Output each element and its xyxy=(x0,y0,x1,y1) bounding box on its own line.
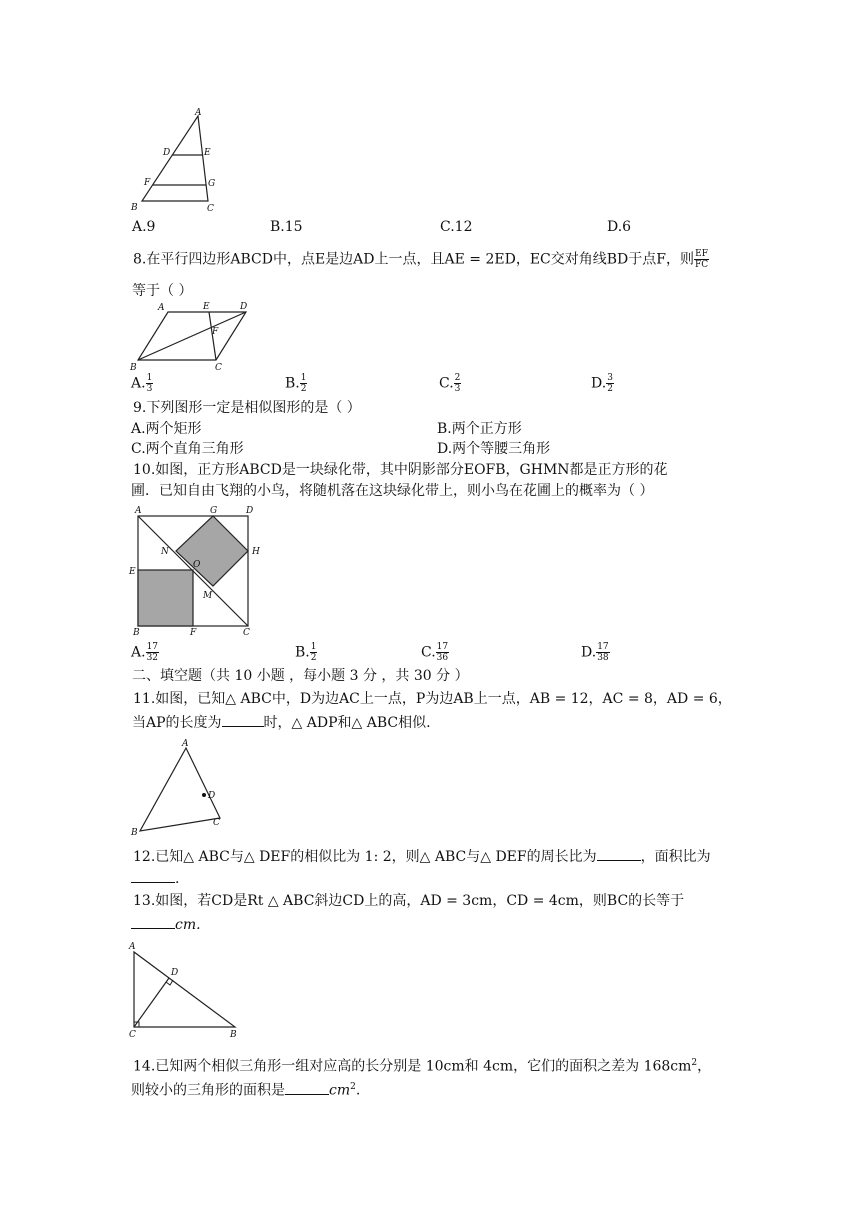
q8-label-d: D xyxy=(240,302,248,312)
q11-line2-before: 当AP的长度为 xyxy=(132,715,222,731)
q10-label-e: E xyxy=(129,567,136,577)
q8-label-f: F xyxy=(212,327,219,337)
q8-option-c-prefix: C. xyxy=(439,375,454,392)
q9-option-c: C.两个直角三角形 xyxy=(131,441,244,457)
q8-stem-line2: 等于（ ） xyxy=(132,283,193,299)
q12-line2-after: . xyxy=(175,871,180,887)
q8-frac-den: FC xyxy=(694,260,709,270)
q10-label-n: N xyxy=(161,547,169,557)
q10-stem-line2: 圃．已知自由飞翔的小鸟，将随机落在这块绿化带上，则小鸟在花圃上的概率为（ ） xyxy=(131,483,654,499)
q9-stem: 9.下列图形一定是相似图形的是（ ） xyxy=(133,400,361,416)
q8-option-b-num: 1 xyxy=(300,373,307,383)
q8-option-a-num: 1 xyxy=(146,373,153,383)
q8-figure xyxy=(128,298,253,374)
q8-option-d-den: 2 xyxy=(607,384,613,394)
q12-line2 xyxy=(131,870,179,888)
q14-line1-sup: 2 xyxy=(691,1058,698,1068)
q8-option-d xyxy=(591,373,614,394)
q10-option-a-num: 17 xyxy=(146,642,159,652)
q10-option-b-num: 1 xyxy=(310,642,317,652)
q13-label-a: A xyxy=(129,942,136,952)
q10-shade-eofb xyxy=(138,570,193,626)
q14-line2-before: 则较小的三角形的面积是 xyxy=(131,1082,285,1099)
q14-line2-after: . xyxy=(355,1082,361,1099)
q10-option-c-den: 36 xyxy=(436,653,449,663)
q13-figure xyxy=(127,940,245,1040)
q8-option-c xyxy=(439,373,461,394)
q7-option-c: C.12 xyxy=(440,219,473,235)
q8-option-a-prefix: A. xyxy=(131,375,146,392)
q11-figure xyxy=(128,736,228,838)
q8-label-e: E xyxy=(203,302,210,312)
q8-option-a-den: 3 xyxy=(146,384,153,394)
q7-option-a: A.9 xyxy=(132,219,156,235)
q13-label-d: D xyxy=(171,968,179,978)
q10-stem-line1: 10.如图，正方形ABCD是一块绿化带，其中阴影部分EOFB，GHMN都是正方形的花 xyxy=(133,462,668,478)
q11-line1: 11.如图，已知△ ABC中，D为边AC上一点，P为边AB上一点，AB = 12，AC = 8，AD = 6， xyxy=(133,691,732,707)
q8-option-b-den: 2 xyxy=(300,384,307,394)
q11-label-b: B xyxy=(131,828,138,838)
q7-label-g: G xyxy=(208,179,216,189)
q10-label-m: M xyxy=(203,591,213,601)
q7-option-d: D.6 xyxy=(607,219,632,235)
q10-option-a-den: 32 xyxy=(146,653,159,663)
q8-stem-text: 8.在平行四边形ABCD中，点E是边AD上一点，且AE = 2ED，EC交对角线BD于点F，则 xyxy=(133,251,694,268)
q8-option-b-frac xyxy=(300,373,308,394)
q10-label-o: O xyxy=(193,560,201,570)
q11-answer-blank[interactable] xyxy=(222,726,264,727)
q7-label-c: C xyxy=(207,204,214,214)
q10-option-c-num: 17 xyxy=(436,642,449,652)
q8-frac-num: EF xyxy=(695,249,708,259)
q7-figure xyxy=(128,108,223,214)
q12-answer-blank-2[interactable] xyxy=(131,882,175,883)
q13-line2-after: cm. xyxy=(175,917,201,933)
q10-option-d-prefix: D. xyxy=(581,644,597,661)
q8-option-c-den: 3 xyxy=(454,384,461,394)
q10-option-c-prefix: C. xyxy=(421,644,436,661)
q14-line2-sup: 2 xyxy=(350,1082,356,1092)
q8-option-d-num: 3 xyxy=(607,373,613,383)
q12-line1 xyxy=(133,848,711,866)
q8-option-b-prefix: B. xyxy=(285,375,300,392)
q8-option-a-frac xyxy=(146,373,154,394)
q10-option-d-num: 17 xyxy=(597,642,609,652)
q11-line2-after: 时，△ ADP和△ ABC相似. xyxy=(263,715,431,731)
q10-option-c xyxy=(421,642,449,663)
q10-option-b-prefix: B. xyxy=(295,644,310,661)
q10-label-h: H xyxy=(252,547,260,557)
q14-line1 xyxy=(133,1054,711,1076)
q10-option-d-den: 38 xyxy=(597,653,609,663)
q10-label-d: D xyxy=(246,506,254,516)
q8-option-c-frac xyxy=(454,373,462,394)
q7-option-b: B.15 xyxy=(270,219,303,235)
q13-line2 xyxy=(131,916,201,934)
q14-line2-unit: cm xyxy=(329,1082,351,1099)
q10-label-a: A xyxy=(135,506,142,516)
q8-stem-fraction xyxy=(694,249,709,270)
q8-option-c-num: 2 xyxy=(454,373,461,383)
q10-option-d-frac xyxy=(596,642,609,663)
q8-option-d-frac xyxy=(606,373,614,394)
q10-option-b xyxy=(295,642,317,663)
q12-answer-blank-1[interactable] xyxy=(597,860,641,861)
q10-label-g: G xyxy=(210,506,218,516)
q10-option-a xyxy=(131,642,159,663)
q13-label-c: C xyxy=(129,1030,136,1040)
q10-figure xyxy=(128,503,268,641)
q8-stem-line1 xyxy=(133,249,709,270)
q14-line1-before: 14.已知两个相似三角形一组对应高的长分别是 10cm和 4cm，它们的面积之差为 168cm xyxy=(133,1058,692,1075)
q14-line2 xyxy=(131,1078,360,1100)
q14-answer-blank[interactable] xyxy=(285,1094,329,1095)
q13-answer-blank[interactable] xyxy=(131,928,175,929)
q7-label-a: A xyxy=(195,108,202,118)
q8-option-b xyxy=(285,373,307,394)
q12-line1-before: 12.已知△ ABC与△ DEF的相似比为 1: 2，则△ ABC与△ DEF的周长比为 xyxy=(133,849,597,865)
q11-label-d: D xyxy=(208,791,216,801)
q10-label-f: F xyxy=(190,628,197,638)
q10-option-b-den: 2 xyxy=(310,653,317,663)
q8-option-a xyxy=(131,373,153,394)
q9-option-b: B.两个正方形 xyxy=(437,421,522,437)
q7-label-f: F xyxy=(144,178,151,188)
q10-option-b-frac xyxy=(310,642,318,663)
q8-label-b: B xyxy=(130,363,137,373)
q10-option-a-prefix: A. xyxy=(131,644,146,661)
q11-label-a: A xyxy=(182,739,189,749)
q13-label-b: B xyxy=(230,1030,237,1040)
q10-option-d xyxy=(581,642,610,663)
q7-label-e: E xyxy=(204,148,211,158)
q11-line2 xyxy=(132,714,431,732)
section-heading: 二、填空题（共 10 小题 ，每小题 3 分 ，共 30 分 ） xyxy=(132,668,469,684)
q8-label-c: C xyxy=(215,363,222,373)
q8-label-a: A xyxy=(158,303,165,313)
q7-label-d: D xyxy=(163,148,171,158)
q14-line1-after: ， xyxy=(697,1058,712,1075)
q8-option-d-prefix: D. xyxy=(591,375,607,392)
q11-label-c: C xyxy=(213,818,220,828)
q10-option-c-frac xyxy=(436,642,449,663)
q10-label-b: B xyxy=(133,628,140,638)
q7-label-b: B xyxy=(131,203,138,213)
q13-line1: 13.如图，若CD是Rt △ ABC斜边CD上的高，AD = 3cm，CD = 4cm，则BC的长等于 xyxy=(133,893,685,909)
q9-option-a: A.两个矩形 xyxy=(131,421,202,437)
q12-line1-after: ，面积比为 xyxy=(640,849,711,865)
q10-label-c: C xyxy=(243,628,250,638)
q10-option-a-frac xyxy=(146,642,159,663)
q9-option-d: D.两个等腰三角形 xyxy=(437,441,551,457)
